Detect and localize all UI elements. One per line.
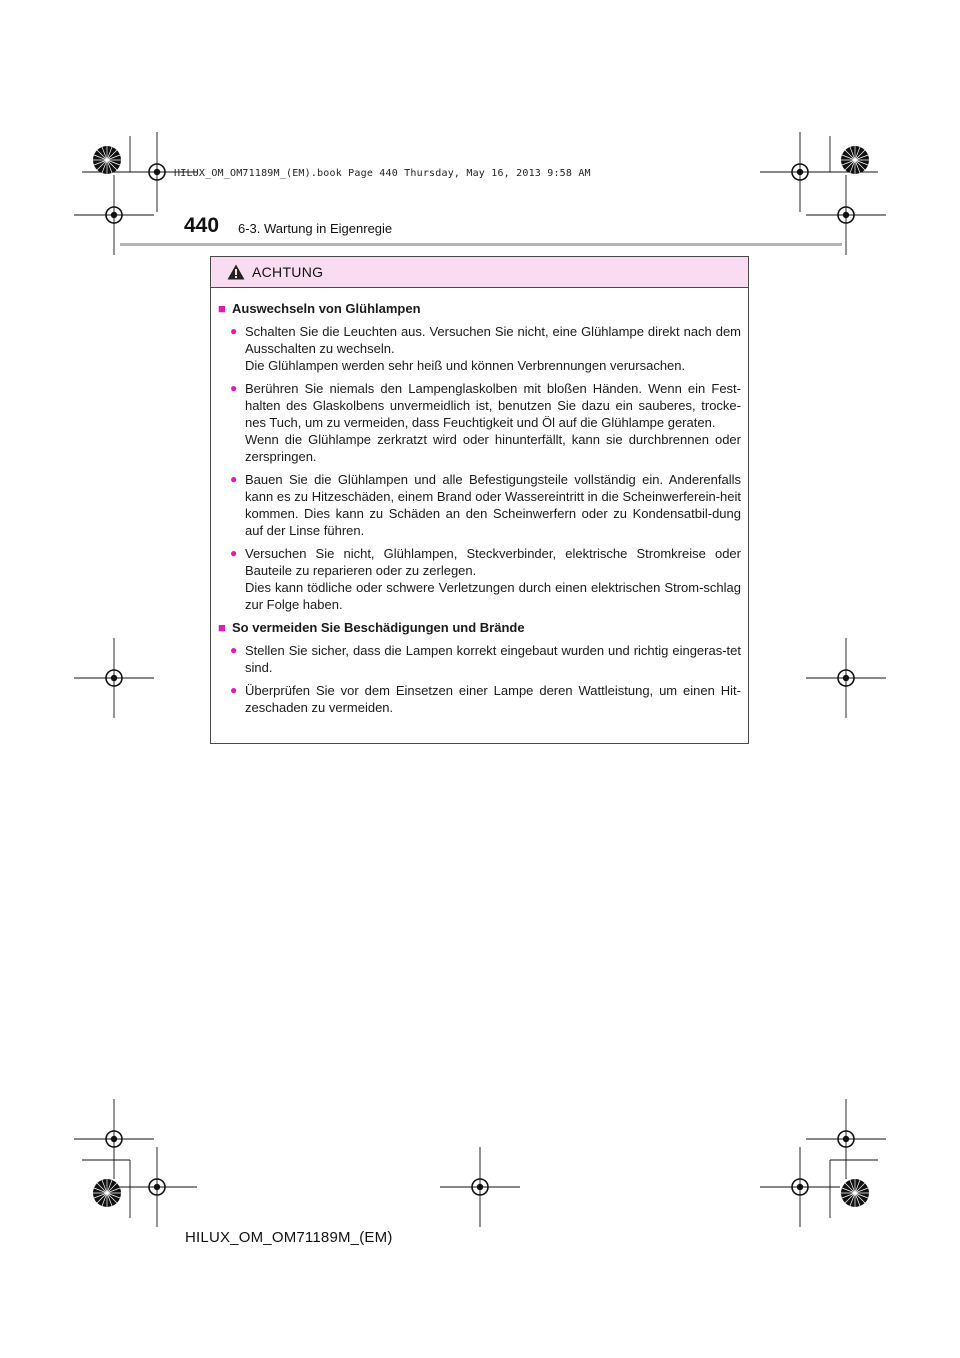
paragraph: Berühren Sie niemals den Lampenglaskolben mit bloßen Händen. Wenn ein Fest-halten des Glaskolbens unvermeidlich ist, benutzen Sie dazu ein sauberes, trocke-nes Tuch, um zu vermeiden, dass Feuchtigkeit und Öl auf die Glühlampe geraten.	[245, 381, 741, 430]
starburst-mark-bottom-left	[93, 1179, 121, 1207]
crosshair-mid-right	[806, 638, 886, 718]
list-item	[218, 380, 741, 465]
paragraph: Stellen Sie sicher, dass die Lampen korrekt eingebaut wurden und richtig eingeras-tet sind.	[245, 643, 741, 675]
paragraph: Wenn die Glühlampe zerkratzt wird oder hinunterfällt, kann sie durchbrennen oder zerspringen.	[245, 432, 741, 464]
paragraph: Bauen Sie die Glühlampen und alle Befestigungsteile vollständig ein. Anderenfalls kann es zu Hitzeschäden, einem Brand oder Wassereintritt in die Scheinwerferein-heit kommen. Dies kann zu Schäden an den Scheinwerfern oder zu Kondensatbil-dung auf der Linse führen.	[245, 472, 741, 538]
paragraph: Dies kann tödliche oder schwere Verletzungen durch einen elektrischen Strom-schlag zur Folge haben.	[245, 580, 741, 612]
list-item	[218, 471, 741, 539]
paragraph: Versuchen Sie nicht, Glühlampen, Steckverbinder, elektrische Stromkreise oder Bauteile zu reparieren oder zu zerlegen.	[245, 546, 741, 578]
caution-title: ACHTUNG	[252, 264, 324, 280]
circle-bullet-icon: ●	[230, 683, 238, 697]
list-item	[218, 642, 741, 676]
circle-bullet-icon: ●	[230, 643, 238, 657]
square-bullet-icon: ■	[218, 620, 226, 635]
caution-body	[211, 288, 748, 716]
warning-triangle-icon	[227, 264, 245, 280]
footer-document-code: HILUX_OM_OM71189M_(EM)	[185, 1229, 393, 1246]
section-heading	[218, 619, 741, 636]
page-number: 440	[184, 214, 220, 237]
circle-bullet-icon: ●	[230, 381, 238, 395]
section-heading	[218, 300, 741, 317]
starburst-mark-top-right	[841, 146, 869, 174]
list-item	[218, 545, 741, 613]
circle-bullet-icon: ●	[230, 472, 238, 486]
circle-bullet-icon: ●	[230, 324, 238, 338]
list-item	[218, 323, 741, 374]
section-heading-text: Auswechseln von Glühlampen	[232, 301, 421, 316]
crosshair-bottom-left-a	[74, 1099, 154, 1179]
crosshair-bottom-center	[440, 1147, 520, 1227]
circle-bullet-icon: ●	[230, 546, 238, 560]
print-info-line: HILUX_OM_OM71189M_(EM).book Page 440 Thursday, May 16, 2013 9:58 AM	[174, 168, 591, 179]
header-rule	[120, 243, 842, 246]
section-heading-text: So vermeiden Sie Beschädigungen und Brände	[232, 620, 525, 635]
starburst-mark-top-left	[93, 146, 121, 174]
section-title: 6-3. Wartung in Eigenregie	[238, 221, 393, 236]
crosshair-bottom-right-b	[760, 1147, 840, 1227]
square-bullet-icon: ■	[218, 301, 226, 316]
list-item	[218, 682, 741, 716]
caution-header	[211, 257, 748, 288]
paragraph: Die Glühlampen werden sehr heiß und können Verbrennungen verursachen.	[245, 358, 686, 373]
crosshair-mid-left	[74, 638, 154, 718]
crosshair-top-right-a	[760, 132, 840, 212]
caution-box	[210, 256, 749, 744]
paragraph: Überprüfen Sie vor dem Einsetzen einer Lampe deren Wattleistung, um einen Hit-zeschaden zu vermeiden.	[245, 683, 741, 715]
crosshair-bottom-left-b	[117, 1147, 197, 1227]
paragraph: Schalten Sie die Leuchten aus. Versuchen Sie nicht, eine Glühlampe direkt nach dem Ausschalten zu wechseln.	[245, 324, 741, 356]
crosshair-bottom-right-a	[806, 1099, 886, 1179]
starburst-mark-bottom-right	[841, 1179, 869, 1207]
